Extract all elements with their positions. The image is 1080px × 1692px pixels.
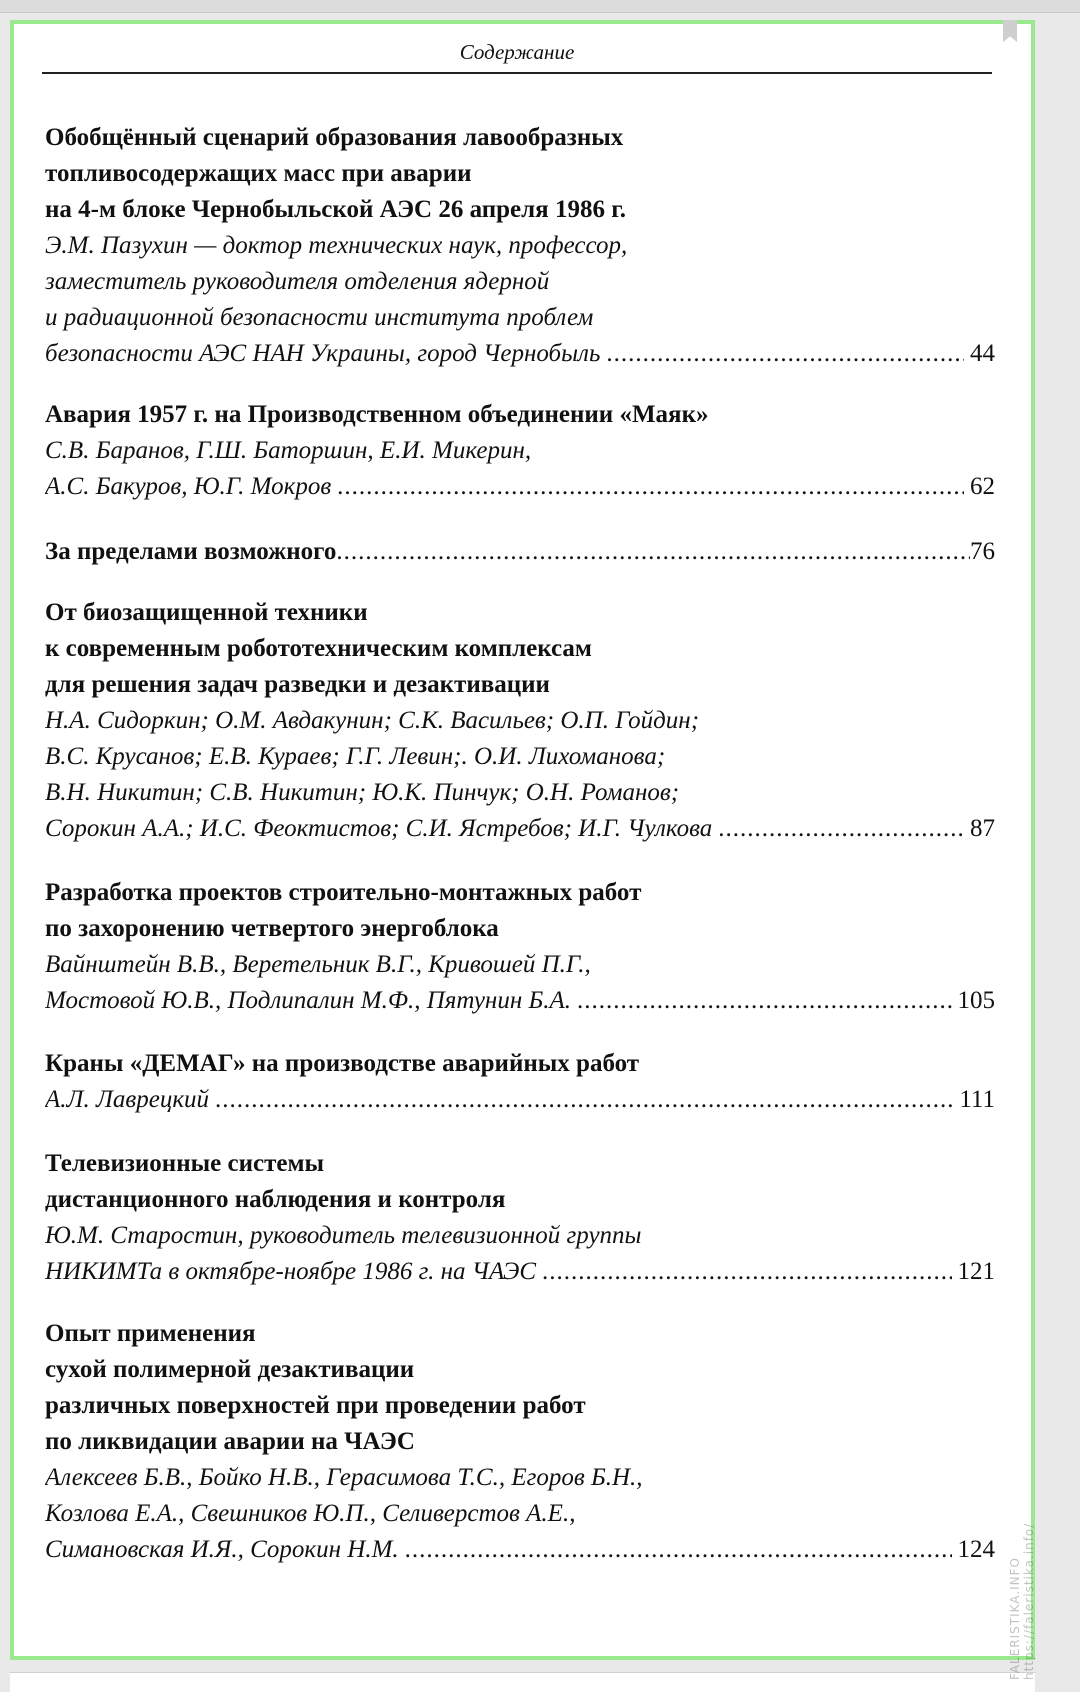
entry-title-line: к современным робототехническим комплексам [45, 635, 592, 662]
entry-title-line: Телевизионные системы [45, 1150, 324, 1177]
entry-title-line: сухой полимерной дезактивации [45, 1356, 415, 1383]
entry-authors-line: Симановская И.Я., Сорокин Н.М. [45, 1536, 399, 1563]
entry-leader-line [45, 811, 995, 847]
entry-title-line: От биозащищенной техники [45, 599, 368, 626]
page-number[interactable]: 44 [970, 340, 995, 367]
entry-authors-line: Н.А. Сидоркин; О.М. Авдакунин; С.К. Васильев; О.П. Гойдин; [45, 707, 700, 734]
entry-title-line: по захоронению четвертого энергоблока [45, 915, 499, 942]
page-number[interactable]: 76 [970, 538, 995, 565]
entry-leader-line [45, 1254, 995, 1290]
entry-authors-line: В.Н. Никитин; С.В. Никитин; Ю.К. Пинчук; О.Н. Романов; [45, 779, 680, 806]
entry-leader-line [45, 1532, 995, 1568]
watermark-url: https://faleristika.info/ [1022, 1522, 1036, 1680]
entry-authors-line: Сорокин А.А.; И.С. Феоктистов; С.И. Ястребов; И.Г. Чулкова [45, 815, 713, 842]
entry-leader-line [45, 336, 995, 372]
entry-authors-line: Алексеев Б.В., Бойко Н.В., Герасимова Т.С., Егоров Б.Н., [45, 1464, 643, 1491]
entry-leader-line [45, 469, 995, 505]
toc-entry[interactable] [45, 1146, 995, 1290]
entry-title-line: Краны «ДЕМАГ» на производстве аварийных работ [45, 1050, 640, 1077]
entry-authors-line: А.С. Бакуров, Ю.Г. Мокров [45, 473, 332, 500]
viewer-top-strip [0, 0, 1080, 13]
dot-leader [718, 811, 964, 847]
toc-entry[interactable] [45, 875, 995, 1019]
entry-authors-line: Козлова Е.А., Свешников Ю.П., Селиверстов А.Е., [45, 1500, 576, 1527]
entry-leader-line [45, 534, 995, 570]
entry-title-line: для решения задач разведки и дезактивации [45, 671, 550, 698]
entry-title-line: различных поверхностей при проведении работ [45, 1392, 586, 1419]
page-number[interactable]: 111 [959, 1086, 995, 1113]
dot-leader [337, 469, 964, 505]
dot-leader [606, 336, 964, 372]
entry-leader-line [45, 983, 995, 1019]
dot-leader [405, 1532, 952, 1568]
entry-leader-line [45, 1082, 995, 1118]
entry-title-line: на 4-м блоке Чернобыльской АЭС 26 апреля 1986 г. [45, 196, 626, 223]
toc-entry[interactable] [45, 534, 995, 570]
page-number[interactable]: 105 [957, 987, 995, 1014]
page-header: Содержание [459, 40, 575, 64]
entry-title-line: дистанционного наблюдения и контроля [45, 1186, 506, 1213]
entry-title-line: Обобщённый сценарий образования лавообразных [45, 124, 624, 151]
next-page-edge [10, 1672, 1035, 1692]
entry-title-line: Разработка проектов строительно-монтажных работ [45, 879, 642, 906]
entry-title-line: Опыт применения [45, 1320, 256, 1347]
toc-entry[interactable] [45, 1316, 995, 1568]
header-rule [42, 72, 992, 74]
toc-entry[interactable] [45, 120, 995, 372]
entry-authors-line: заместитель руководителя отделения ядерной [45, 268, 550, 295]
dot-leader [336, 534, 970, 570]
entry-authors-line: Мостовой Ю.В., Подлипалин М.Ф., Пятунин Б.А. [45, 987, 572, 1014]
page-number[interactable]: 62 [970, 473, 995, 500]
entry-authors-line: В.С. Крусанов; Е.В. Кураев; Г.Г. Левин;. О.И. Лихоманова; [45, 743, 666, 770]
toc-entry[interactable] [45, 595, 995, 847]
entry-title-line: Авария 1957 г. на Производственном объединении «Маяк» [45, 401, 709, 428]
entry-title-line: За пределами возможного [45, 538, 337, 565]
toc-entry[interactable] [45, 1046, 995, 1118]
page-number[interactable]: 121 [957, 1258, 995, 1285]
entry-authors-line: НИКИМТа в октябре-ноябре 1986 г. на ЧАЭС [45, 1258, 537, 1285]
entry-title-line: по ликвидации аварии на ЧАЭС [45, 1428, 415, 1455]
entry-title-line: топливосодержащих масс при аварии [45, 160, 472, 187]
toc-entry[interactable] [45, 397, 995, 505]
page-number[interactable]: 124 [957, 1536, 995, 1563]
dot-leader [577, 983, 951, 1019]
watermark [1008, 1490, 1068, 1680]
page-number[interactable]: 87 [970, 815, 995, 842]
entry-authors-line: безопасности АЭС НАН Украины, город Чернобыль [45, 340, 601, 367]
entry-authors-line: С.В. Баранов, Г.Ш. Баторшин, Е.И. Микерин, [45, 437, 532, 464]
entry-authors-line: и радиационной безопасности института проблем [45, 304, 594, 331]
entry-authors-line: А.Л. Лаврецкий [45, 1086, 210, 1113]
watermark-brand: FALERISTIKA.INFO [1008, 1557, 1022, 1680]
entry-authors-line: Э.М. Пазухин — доктор технических наук, профессор, [45, 232, 628, 259]
entry-authors-line: Вайнштейн В.В., Веретельник В.Г., Кривошей П.Г., [45, 951, 591, 978]
dot-leader [542, 1254, 951, 1290]
dot-leader [215, 1082, 953, 1118]
entry-authors-line: Ю.М. Старостин, руководитель телевизионной группы [45, 1222, 642, 1249]
